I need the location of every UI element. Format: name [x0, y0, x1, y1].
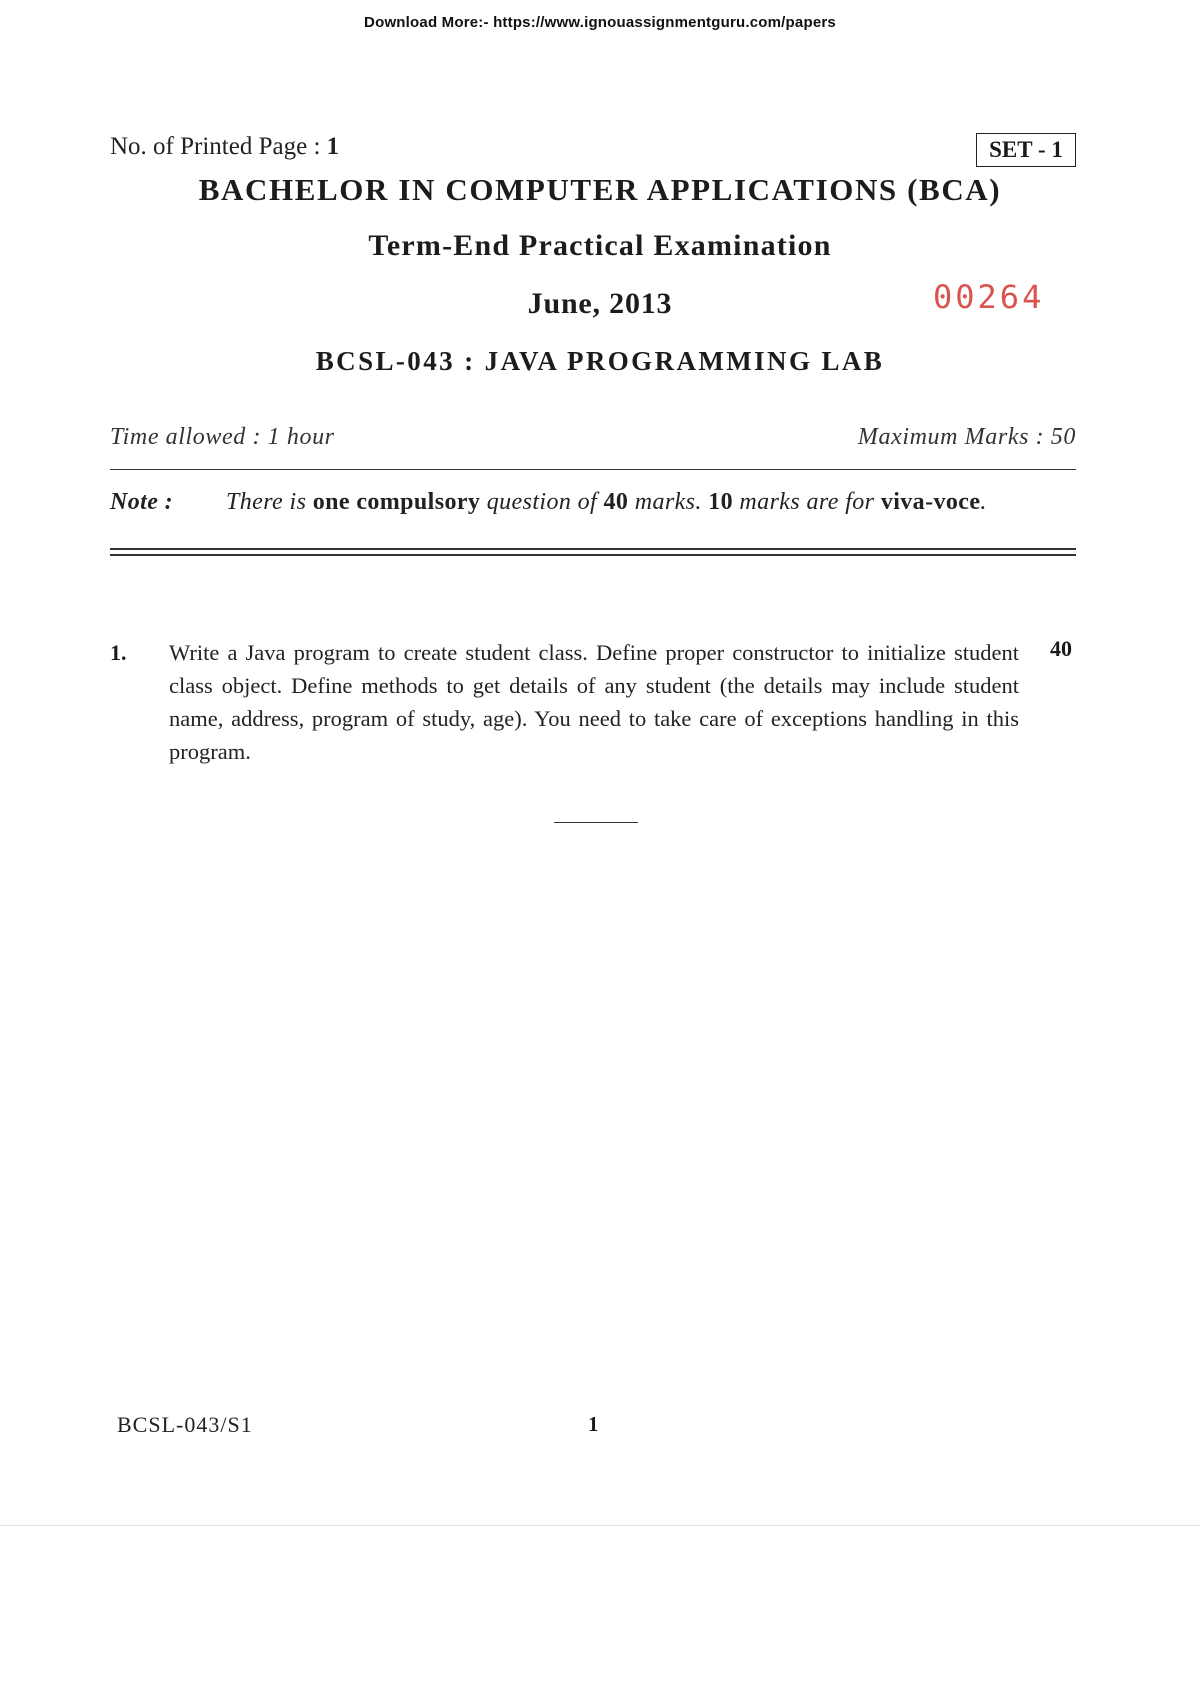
note-text [226, 489, 987, 516]
course-title: BCSL-043 : JAVA PROGRAMMING LAB [315, 346, 885, 376]
note-part: marks. [628, 489, 709, 515]
programme-title: BACHELOR IN COMPUTER APPLICATIONS (BCA) [198, 172, 1002, 207]
note-emphasis: one compulsory [312, 489, 481, 515]
question-number: 1. [110, 640, 127, 665]
note-emphasis: 40 [603, 489, 629, 515]
double-divider [110, 548, 1076, 556]
set-badge: SET - 1 [976, 133, 1076, 167]
session-title: June, 2013 [527, 287, 673, 320]
footer-page-number: 1 [588, 1412, 599, 1436]
printed-page-count: 1 [326, 133, 340, 160]
serial-number-stamp: 00264 [933, 278, 1045, 316]
printed-page-label: No. of Printed Page : [110, 133, 327, 160]
note-part: question of [480, 489, 604, 515]
note-part: . [980, 489, 987, 515]
end-of-paper-rule [554, 822, 638, 823]
maximum-marks: Maximum Marks : 50 [857, 424, 1076, 450]
divider [110, 469, 1076, 470]
note-label: Note : [110, 489, 174, 515]
question-text: Write a Java program to create student class. Define proper constructor to initialize student class object. Define methods to get details of any student (the details may include student name, address, program of study, age). You need to take care of exceptions handling in this program. [169, 640, 1019, 764]
time-allowed: Time allowed : 1 hour [110, 424, 335, 450]
footer-paper-code: BCSL-043/S1 [117, 1412, 253, 1437]
note-emphasis: viva-voce [880, 489, 981, 515]
question-marks: 40 [1050, 636, 1072, 661]
note-part: marks are for [733, 489, 881, 515]
download-link-text: Download More:- https://www.ignouassignmentguru.com/papers [364, 14, 836, 31]
printed-page-info [110, 133, 339, 161]
note-part: There is [226, 489, 313, 515]
exam-title: Term-End Practical Examination [368, 229, 832, 262]
note-emphasis: 10 [708, 489, 734, 515]
scan-edge-line [0, 1525, 1200, 1526]
